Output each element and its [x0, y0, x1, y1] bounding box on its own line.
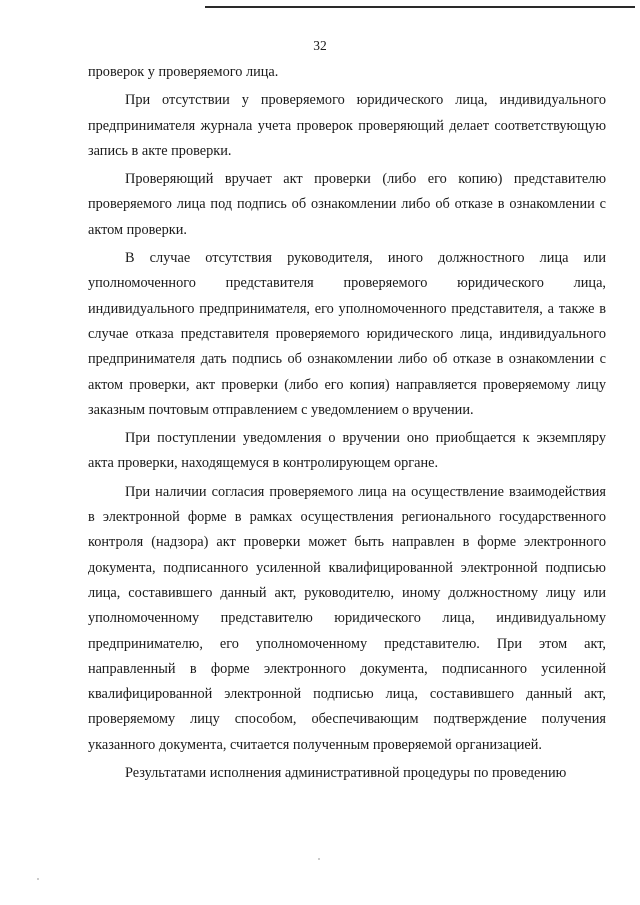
page-number: 32	[313, 38, 327, 53]
paragraph-2: При отсутствии у проверяемого юридического лица, индивидуального предпринимателя журнала учета проверок проверяющий делает соответствующую запись в акте проверки.	[88, 92, 606, 159]
scan-speck	[37, 878, 39, 880]
scan-speck	[318, 858, 320, 860]
paragraph-3: Проверяющий вручает акт проверки (либо его копию) представителю проверяемого лица под подпись об ознакомлении либо об отказе в ознакомлении с актом проверки.	[88, 171, 606, 238]
paragraph-5: При поступлении уведомления о вручении оно приобщается к экземпляру акта проверки, находящемуся в контролирующем органе.	[88, 430, 606, 472]
paragraph-7: Результатами исполнения административной процедуры по проведению	[125, 765, 567, 782]
top-rule	[205, 6, 635, 8]
paragraph-1: проверок у проверяемого лица.	[88, 64, 279, 80]
paragraph-4: В случае отсутствия руководителя, иного должностного лица или уполномоченного представителя проверяемого юридического лица, индивидуального предпринимателя, его уполномоченного представителя, а также в случае отказа представителя проверяемого юридического лица, индивидуального предпринимателя дать подпись об ознакомлении либо об отказе в ознакомлении с актом проверки, акт проверки (либо его копия) направляется проверяемому лицу заказным почтовым отправлением с уведомлением о вручении.	[88, 250, 606, 418]
paragraph-6: При наличии согласия проверяемого лица на осуществление взаимодействия в электронной форме в рамках осуществления регионального государственного контроля (надзора) акт проверки может быть направлен в форме электронного документа, подписанного усиленной квалифицированной электронной подписью лица, составившего данный акт, руководителю, иному должностному лицу или уполномоченному представителю юридического лица, индивидуальному предпринимателю, его уполномоченному представителю. При этом акт, направленный в форме электронного документа, подписанного усиленной квалифицированной электронной подписью лица, составившего данный акт, проверяемому лицу способом, обеспечивающим подтверждение получения указанного документа, считается полученным проверяемой организацией.	[88, 483, 606, 753]
document-body	[88, 60, 606, 789]
